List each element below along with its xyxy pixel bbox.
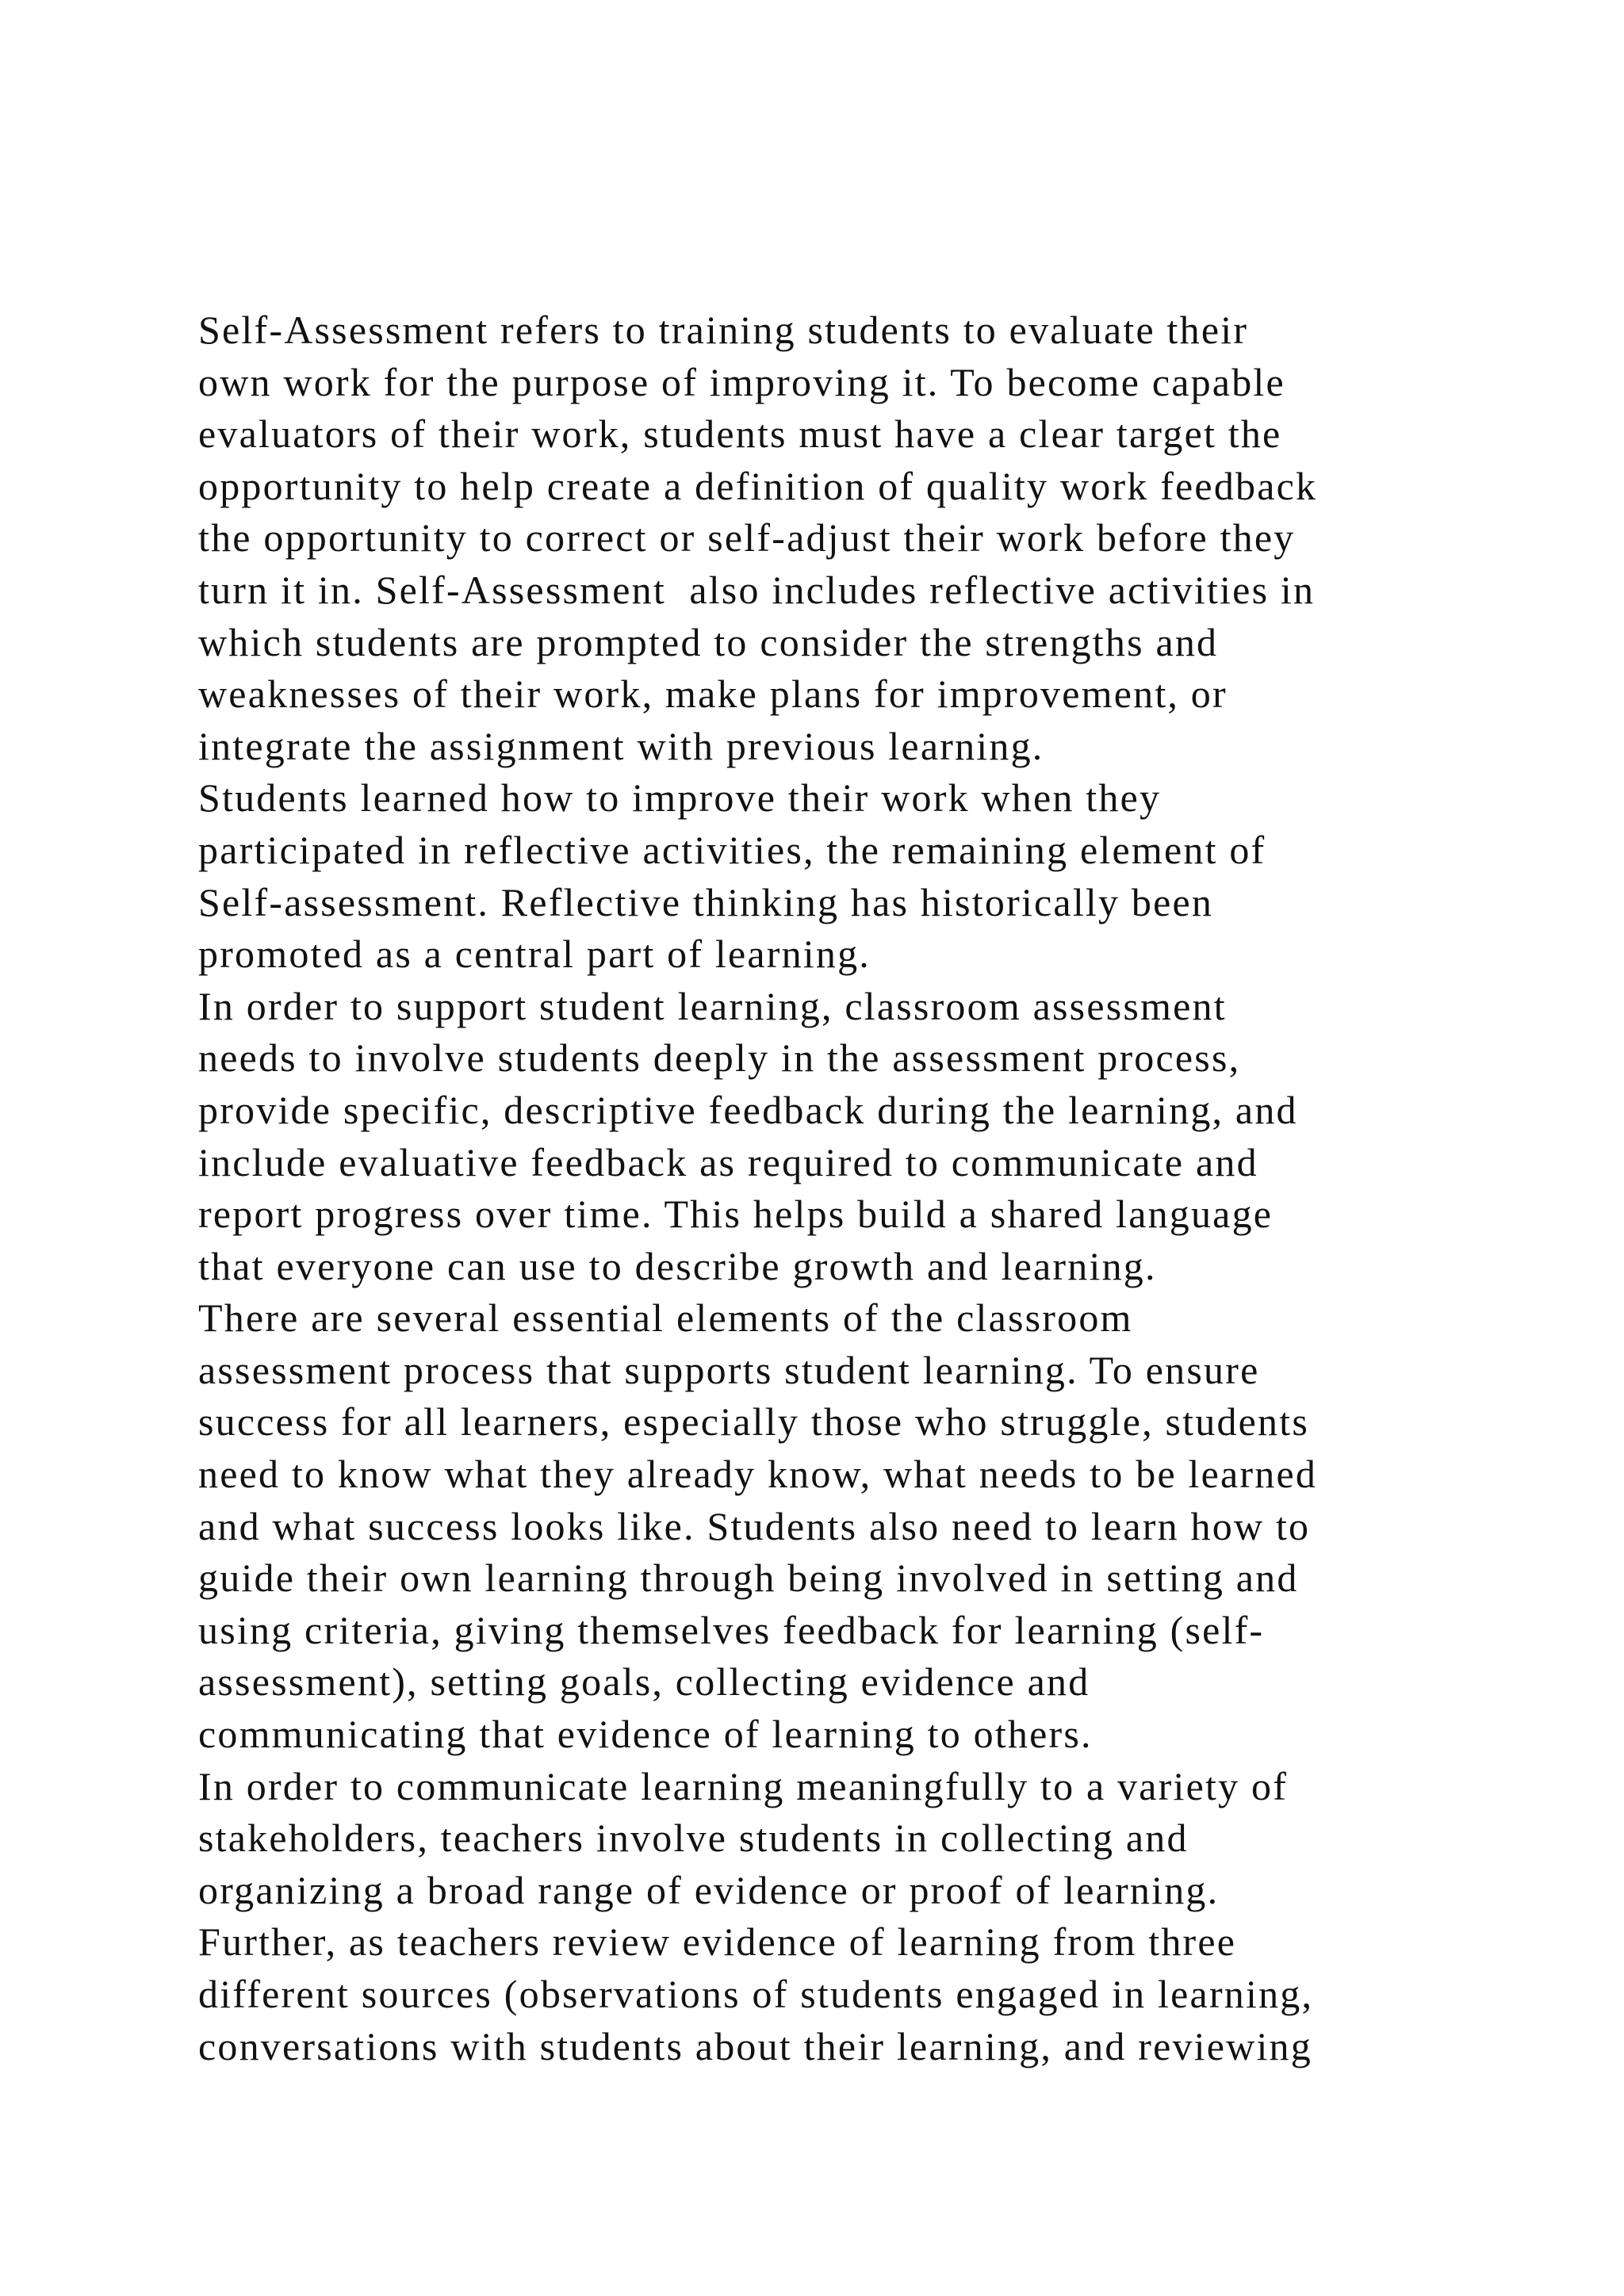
- text-line: provide specific, descriptive feedback during the learning, and: [198, 1087, 1298, 1132]
- text-line: guide their own learning through being involved in setting and: [198, 1556, 1299, 1601]
- text-line: Self-assessment. Reflective thinking has historically been: [198, 879, 1214, 924]
- text-line: participated in reflective activities, the remaining element of: [198, 827, 1266, 872]
- text-line: opportunity to help create a definition of quality work feedback: [198, 463, 1318, 508]
- text-line: need to know what they already know, what needs to be learned: [198, 1452, 1318, 1497]
- text-line: that everyone can use to describe growth and learning.: [198, 1243, 1157, 1288]
- text-line: include evaluative feedback as required to communicate and: [198, 1139, 1258, 1184]
- text-line: organizing a broad range of evidence or proof of learning.: [198, 1867, 1220, 1912]
- text-line: In order to communicate learning meaningfully to a variety of: [198, 1763, 1289, 1808]
- text-line: needs to involve students deeply in the assessment process,: [198, 1035, 1241, 1081]
- text-line: weaknesses of their work, make plans for improvement, or: [198, 672, 1228, 717]
- text-line: own work for the purpose of improving it. To become capable: [198, 359, 1285, 404]
- text-line: Further, as teachers review evidence of learning from three: [198, 1919, 1237, 1965]
- text-line: success for all learners, especially those who struggle, students: [198, 1399, 1309, 1445]
- text-line: communicating that evidence of learning to others.: [198, 1712, 1093, 1757]
- text-line: which students are prompted to consider the strengths and: [198, 619, 1219, 664]
- text-line: evaluators of their work, students must have a clear target the: [198, 411, 1282, 457]
- text-line: turn it in. Self-Assessment also includes reflective activities in: [198, 567, 1316, 612]
- body-text: [198, 304, 1435, 2072]
- text-line: Students learned how to improve their work when they: [198, 775, 1162, 821]
- text-line: promoted as a central part of learning.: [198, 932, 871, 977]
- text-line: In order to support student learning, classroom assessment: [198, 983, 1227, 1028]
- text-line: different sources (observations of students engaged in learning,: [198, 1972, 1314, 2016]
- text-line: report progress over time. This helps build a shared language: [198, 1192, 1274, 1237]
- text-line: stakeholders, teachers involve students in collecting and: [198, 1816, 1189, 1861]
- text-line: integrate the assignment with previous learning.: [198, 723, 1044, 768]
- text-line: assessment process that supports student learning. To ensure: [198, 1347, 1260, 1392]
- text-line: and what success looks like. Students also need to learn how to: [198, 1503, 1311, 1548]
- text-line: Self-Assessment refers to training students to evaluate their: [198, 308, 1249, 352]
- text-line: There are several essential elements of the classroom: [198, 1295, 1133, 1341]
- text-line: using criteria, giving themselves feedback for learning (self-: [198, 1607, 1265, 1652]
- text-line: assessment), setting goals, collecting evidence and: [198, 1659, 1090, 1705]
- text-line: the opportunity to correct or self-adjust their work before they: [198, 515, 1296, 561]
- text-line: conversations with students about their learning, and reviewing: [198, 2023, 1312, 2068]
